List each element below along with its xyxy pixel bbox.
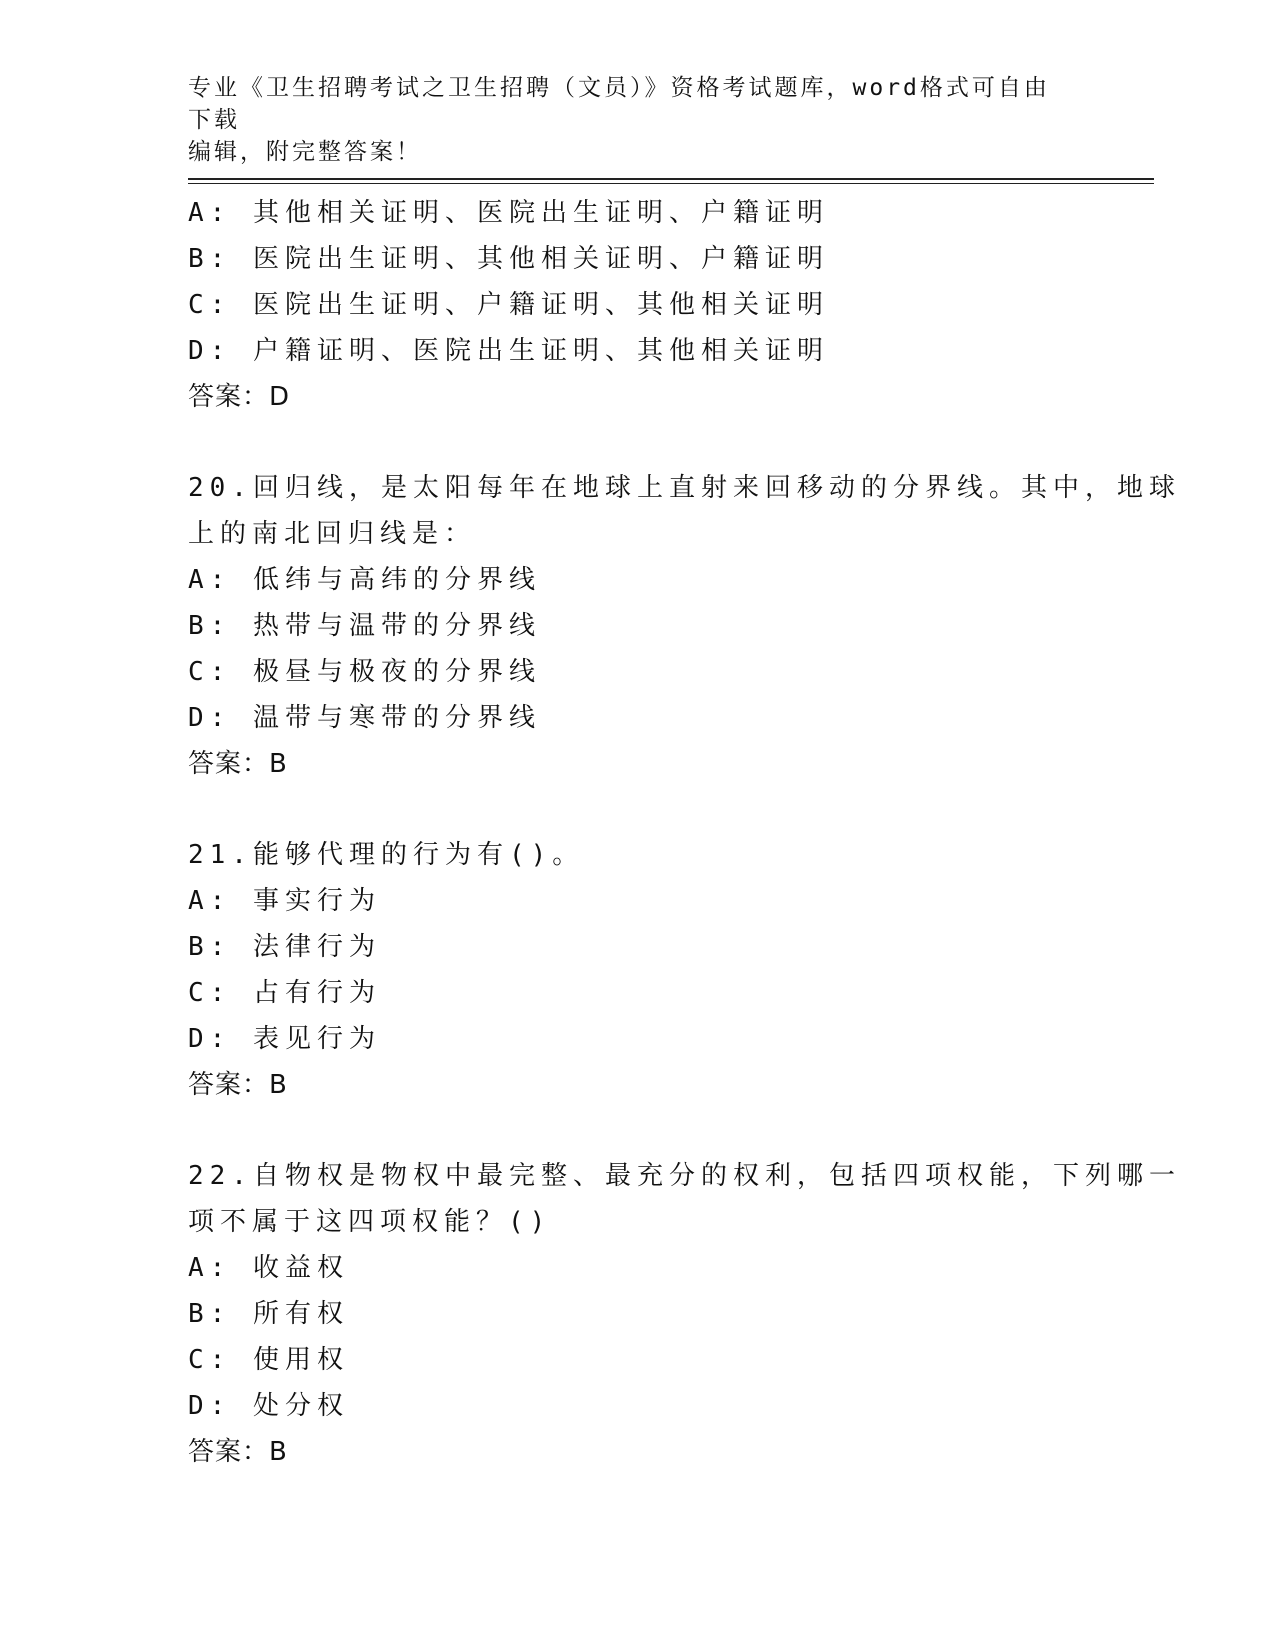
question-21 bbox=[188, 832, 1088, 1108]
document-header bbox=[188, 72, 1068, 168]
option-d: D: 表见行为 bbox=[188, 1024, 381, 1054]
header-line-1: 专业《卫生招聘考试之卫生招聘（文员）》资格考试题库，word格式可自由下载 bbox=[188, 75, 1050, 133]
question-stem: 20.回归线，是太阳每年在地球上直射来回移动的分界线。其中，地球 bbox=[188, 473, 1181, 503]
option-c: C: 极昼与极夜的分界线 bbox=[188, 657, 541, 687]
question-stem-cont: 项不属于这四项权能？() bbox=[188, 1207, 552, 1237]
option-b: B: 医院出生证明、其他相关证明、户籍证明 bbox=[188, 244, 829, 274]
header-divider bbox=[188, 178, 1154, 180]
header-divider-thin bbox=[188, 183, 1154, 184]
answer-label: 答案：B bbox=[188, 1437, 288, 1467]
answer-label: 答案：B bbox=[188, 749, 288, 779]
option-c: C: 医院出生证明、户籍证明、其他相关证明 bbox=[188, 290, 829, 320]
option-a: A: 事实行为 bbox=[188, 886, 381, 916]
question-stem: 22.自物权是物权中最完整、最充分的权利，包括四项权能，下列哪一 bbox=[188, 1161, 1181, 1191]
option-c: C: 使用权 bbox=[188, 1345, 349, 1375]
answer-label: 答案：D bbox=[188, 382, 291, 412]
answer-label: 答案：B bbox=[188, 1070, 288, 1100]
option-b: B: 热带与温带的分界线 bbox=[188, 611, 541, 641]
question-list bbox=[188, 190, 1181, 1475]
option-b: B: 所有权 bbox=[188, 1299, 349, 1329]
question-stem-cont: 上的南北回归线是： bbox=[188, 519, 477, 549]
option-d: D: 处分权 bbox=[188, 1391, 349, 1421]
option-a: A: 其他相关证明、医院出生证明、户籍证明 bbox=[188, 198, 829, 228]
option-d: D: 温带与寒带的分界线 bbox=[188, 703, 541, 733]
option-d: D: 户籍证明、医院出生证明、其他相关证明 bbox=[188, 336, 829, 366]
question-22 bbox=[188, 1153, 1181, 1475]
option-b: B: 法律行为 bbox=[188, 932, 381, 962]
question-20 bbox=[188, 465, 1181, 787]
option-c: C: 占有行为 bbox=[188, 978, 381, 1008]
header-line-2: 编辑，附完整答案！ bbox=[188, 139, 422, 165]
option-a: A: 收益权 bbox=[188, 1253, 349, 1283]
option-a: A: 低纬与高纬的分界线 bbox=[188, 565, 541, 595]
question-19 bbox=[188, 190, 1088, 420]
question-stem: 21.能够代理的行为有()。 bbox=[188, 840, 585, 870]
